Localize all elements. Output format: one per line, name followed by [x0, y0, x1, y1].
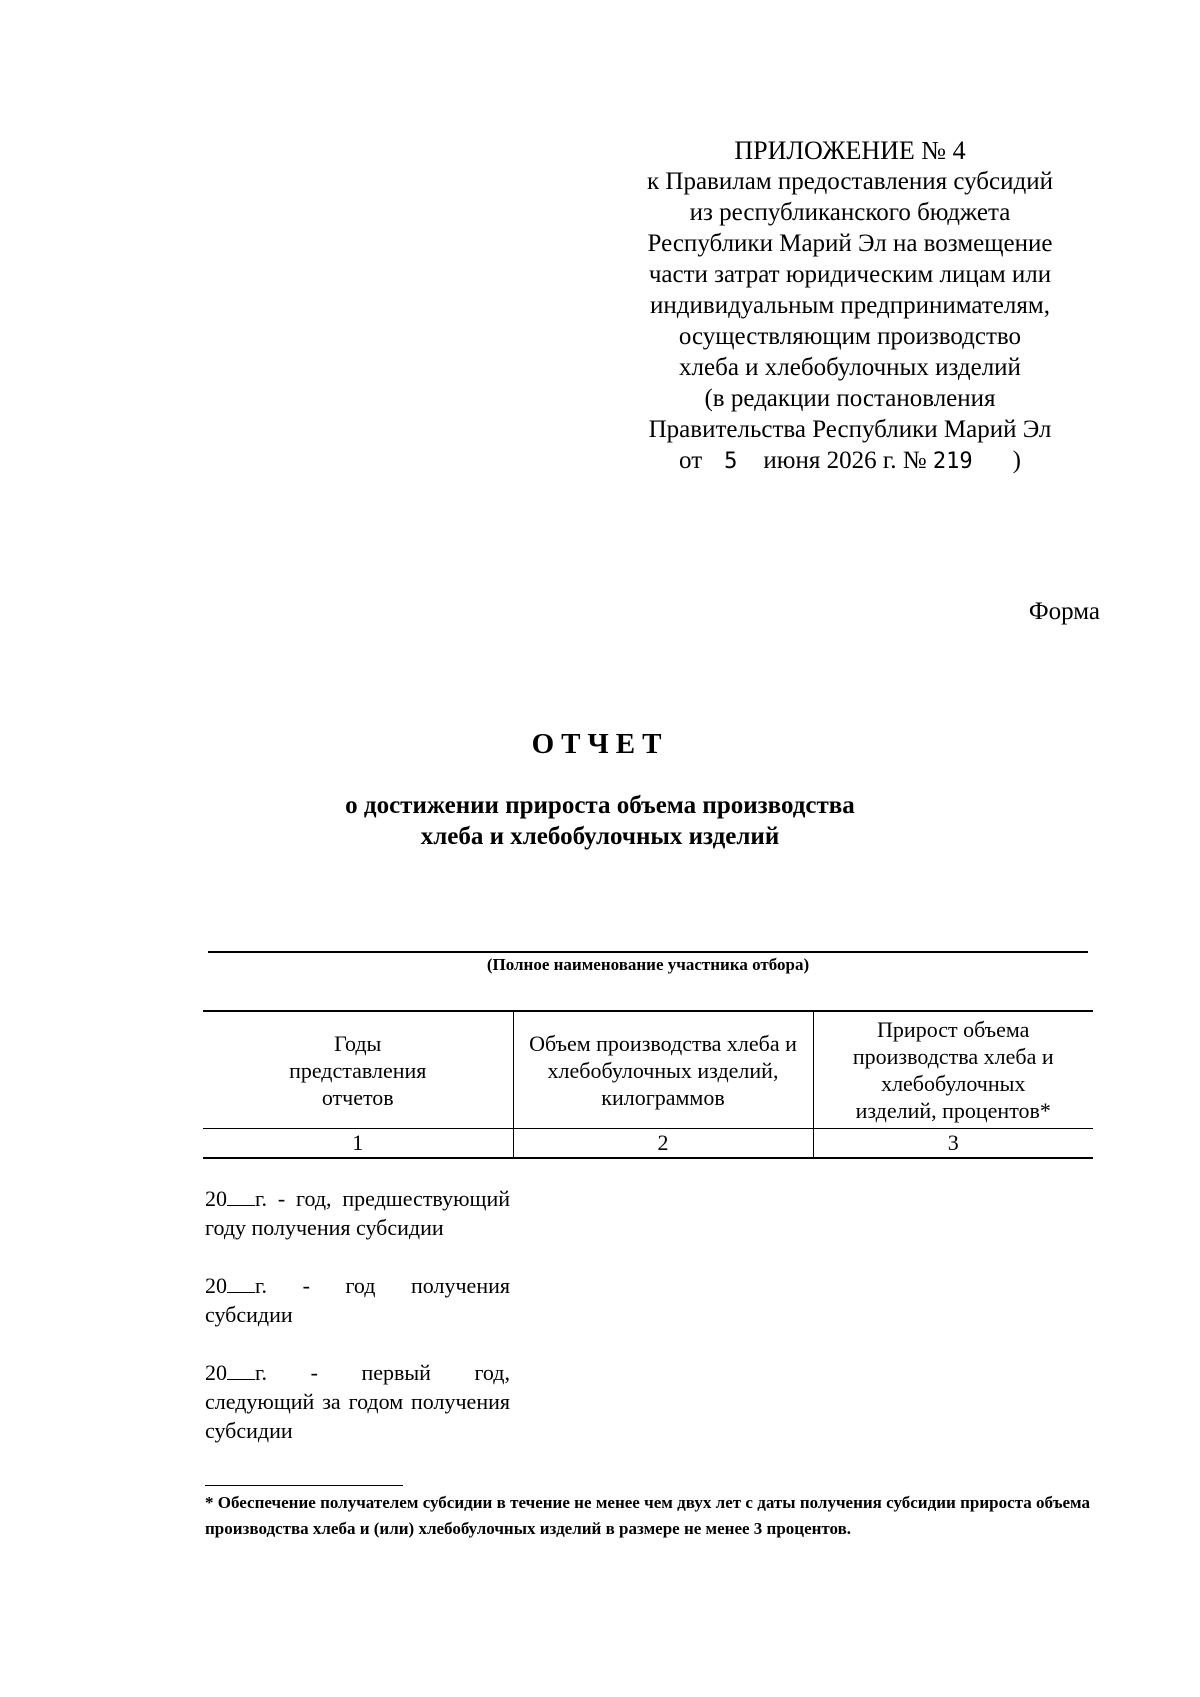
annex-line: из республиканского бюджета — [689, 199, 1011, 226]
date-suffix: ) — [1012, 447, 1021, 474]
date-day: 5 — [724, 449, 738, 474]
year-text: г. - год получения субсидии — [205, 1273, 510, 1327]
annex-line: хлеба и хлебобулочных изделий — [679, 354, 1021, 381]
year-row — [205, 1184, 510, 1242]
table-header-row — [203, 1011, 1093, 1129]
date-month-year: июня 2026 г. № — [763, 447, 927, 474]
year-text: г. - год, предшествующий году получения субсидии — [205, 1186, 510, 1240]
year-blank — [227, 1274, 255, 1293]
year-blank — [227, 1361, 255, 1380]
years-list — [205, 1184, 510, 1474]
annex-header — [600, 135, 1100, 477]
column-numbers-row — [203, 1129, 1093, 1159]
report-table — [203, 1010, 1093, 1159]
report-subtitle-line: хлеба и хлебобулочных изделий — [420, 823, 780, 850]
footnote: * Обеспечение получателем субсидии в течение не менее чем двух лет с даты получения субсидии прироста объема производства хлеба и (или) хлебобулочных изделий в размере не менее 3 процентов. — [205, 1493, 1090, 1538]
participant-caption: (Полное наименование участника отбора) — [486, 955, 810, 974]
resolution-number: 219 — [932, 449, 973, 474]
participant-name-line — [208, 951, 1088, 953]
year-prefix: 20 — [205, 1360, 227, 1385]
resolution-date-line — [600, 445, 1100, 477]
year-row — [205, 1358, 510, 1445]
report-subtitle — [300, 790, 900, 852]
year-prefix: 20 — [205, 1273, 227, 1298]
annex-line: осуществляющим производство — [678, 323, 1022, 350]
column-number: 1 — [203, 1129, 513, 1159]
header-growth: Прирост объема производства хлеба и хлебобулочных изделий, процентов* — [813, 1011, 1093, 1129]
year-row — [205, 1271, 510, 1329]
annex-line: Республики Марий Эл на возмещение — [647, 230, 1053, 257]
annex-line: (в редакции постановления — [704, 385, 996, 412]
annex-line: индивидуальным предпринимателям, — [650, 292, 1050, 319]
report-subtitle-line: о достижении прироста объема производства — [345, 792, 855, 819]
form-label: Форма — [1028, 598, 1100, 625]
annex-line: Правительства Республики Марий Эл — [648, 416, 1052, 443]
column-number: 2 — [513, 1129, 813, 1159]
date-prefix: от — [679, 447, 703, 474]
annex-title: ПРИЛОЖЕНИЕ № 4 — [734, 136, 966, 165]
year-prefix: 20 — [205, 1186, 227, 1211]
report-title: ОТЧЕТ — [531, 728, 669, 760]
year-blank — [227, 1187, 255, 1206]
year-text: г. - первый год, следующий за годом получения субсидии — [205, 1360, 510, 1443]
column-number: 3 — [813, 1129, 1093, 1159]
header-volume: Объем производства хлеба и хлебобулочных изделий, килограммов — [513, 1011, 813, 1129]
annex-line: к Правилам предоставления субсидий — [647, 168, 1053, 195]
footnote-rule — [205, 1485, 403, 1486]
header-years: Годы представления отчетов — [203, 1011, 513, 1129]
annex-line: части затрат юридическим лицам или — [648, 261, 1052, 288]
